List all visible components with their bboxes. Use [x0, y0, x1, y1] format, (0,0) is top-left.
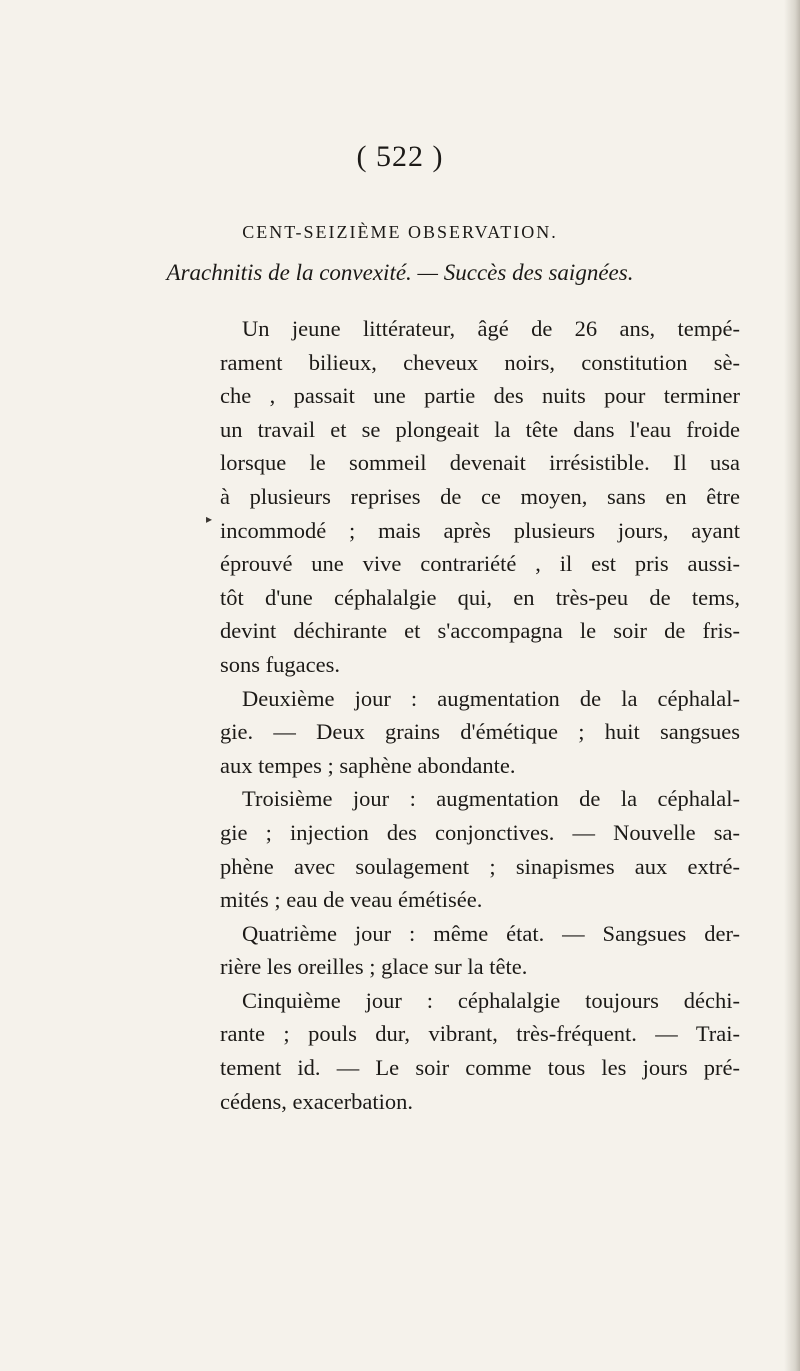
margin-mark-icon: ▸ [206, 512, 213, 526]
body-text [220, 312, 740, 1118]
text-line: un travail et se plongeait la tête dans l'eau froide [220, 416, 740, 442]
text-line: gie ; injection des conjonctives. — Nouvelle sa- [220, 819, 740, 845]
text-line: rament bilieux, cheveux noirs, constitution sè- [220, 349, 740, 375]
text-line: tôt d'une céphalalgie qui, en très-peu de tems, [220, 584, 740, 610]
text-line: rante ; pouls dur, vibrant, très-fréquent. — Trai- [220, 1021, 740, 1047]
text-line: gie. — Deux grains d'émétique ; huit sangsues [220, 719, 740, 745]
text-line: éprouvé une vive contrariété , il est pris aussi- [220, 551, 740, 577]
text-line: sons fugaces. [220, 651, 340, 677]
text-line: cédens, exacerbation. [220, 1088, 414, 1114]
text-line: devint déchirante et s'accompagna le soir de fris- [220, 618, 740, 644]
text-line: Cinquième jour : céphalalgie toujours déchi- [242, 987, 740, 1013]
text-line: lorsque le sommeil devenait irrésistible. Il usa [220, 450, 740, 476]
observation-heading: CENT-SEIZIÈME OBSERVATION. [242, 222, 558, 242]
text-line: phène avec soulagement ; sinapismes aux extré- [220, 853, 740, 879]
text-line: che , passait une partie des nuits pour terminer [220, 383, 740, 409]
text-line: tement id. — Le soir comme tous les jours pré- [220, 1055, 740, 1081]
text-line: Deuxième jour : augmentation de la céphalal- [242, 685, 740, 711]
text-line: incommodé ; mais après plusieurs jours, ayant [220, 517, 740, 543]
text-line: Un jeune littérateur, âgé de 26 ans, tempé- [242, 316, 740, 341]
observation-subtitle: Arachnitis de la convexité. — Succès des saignées. [166, 260, 634, 285]
text-line: mités ; eau de veau émétisée. [220, 887, 483, 913]
text-line: rière les oreilles ; glace sur la tête. [220, 954, 528, 980]
text-line: aux tempes ; saphène abondante. [220, 752, 516, 778]
page-edge-shadow [784, 0, 800, 1371]
text-line: Quatrième jour : même état. — Sangsues der- [242, 920, 740, 946]
text-line: à plusieurs reprises de ce moyen, sans en être [220, 483, 740, 509]
text-line: Troisième jour : augmentation de la céphalal- [242, 786, 740, 812]
page-number: ( 522 ) [356, 140, 444, 173]
